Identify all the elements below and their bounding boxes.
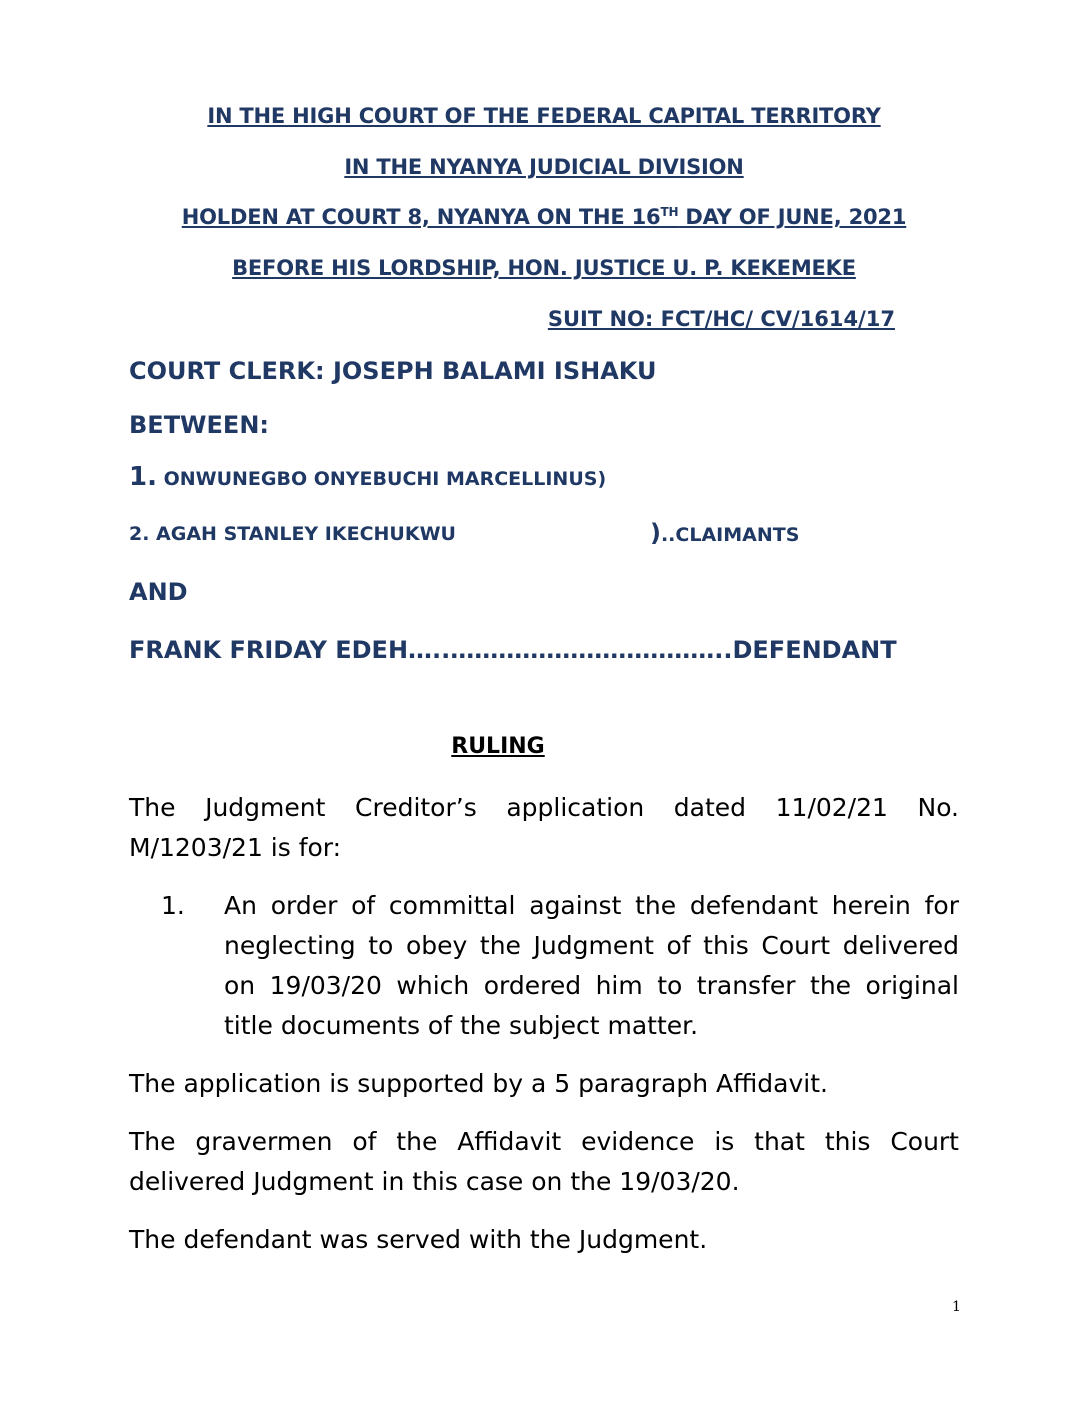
between-label: BETWEEN: bbox=[129, 411, 270, 439]
holden-line bbox=[130, 205, 958, 229]
before-line: BEFORE HIS LORDSHIP, HON. JUSTICE U. P. KEKEMEKE bbox=[232, 256, 856, 280]
claimant-2-paren: ) bbox=[650, 519, 661, 547]
division-title: IN THE NYANYA JUDICIAL DIVISION bbox=[344, 155, 744, 179]
court-title: IN THE HIGH COURT OF THE FEDERAL CAPITAL TERRITORY bbox=[207, 104, 881, 128]
claimant-2-name: 2. AGAH STANLEY IKECHUKWU bbox=[129, 523, 456, 545]
claimant-2-role bbox=[650, 519, 799, 547]
paragraph-affidavit: The application is supported by a 5 paragraph Affidavit. bbox=[129, 1069, 828, 1098]
holden-ordinal-suffix: TH bbox=[660, 205, 679, 219]
and-label: AND bbox=[129, 578, 188, 606]
page-number: 1 bbox=[952, 1299, 961, 1315]
defendant-line: FRANK FRIDAY EDEH…..……………………………..DEFENDANT bbox=[129, 636, 897, 664]
paragraph-served: The defendant was served with the Judgment. bbox=[129, 1225, 708, 1254]
claimants-label: ..CLAIMANTS bbox=[660, 524, 800, 546]
claimant-1 bbox=[129, 462, 606, 492]
court-clerk: COURT CLERK: JOSEPH BALAMI ISHAKU bbox=[129, 357, 657, 385]
list-item-text: An order of committal against the defendant herein for neglecting to obey the Judgment of this Court delivered on 19/03/20 which ordered him to transfer the original title documents of the subject matter. bbox=[224, 891, 959, 1040]
list-item-number: 1. bbox=[161, 891, 185, 920]
intro-paragraph: The Judgment Creditor’s application dated 11/02/21 No. M/1203/21 is for: bbox=[129, 793, 959, 862]
claimant-1-number: 1. bbox=[129, 462, 157, 492]
paragraph-gravermen: The gravermen of the Affidavit evidence is that this Court delivered Judgment in this case on the 19/03/20. bbox=[129, 1127, 959, 1196]
suit-number: SUIT NO: FCT/HC/ CV/1614/17 bbox=[547, 307, 895, 331]
ruling-title: RULING bbox=[451, 734, 545, 759]
holden-prefix: HOLDEN AT COURT 8, NYANYA ON THE 16 bbox=[181, 205, 661, 229]
claimant-1-name: ONWUNEGBO ONYEBUCHI MARCELLINUS) bbox=[156, 468, 607, 490]
holden-suffix: DAY OF JUNE, 2021 bbox=[678, 205, 907, 229]
